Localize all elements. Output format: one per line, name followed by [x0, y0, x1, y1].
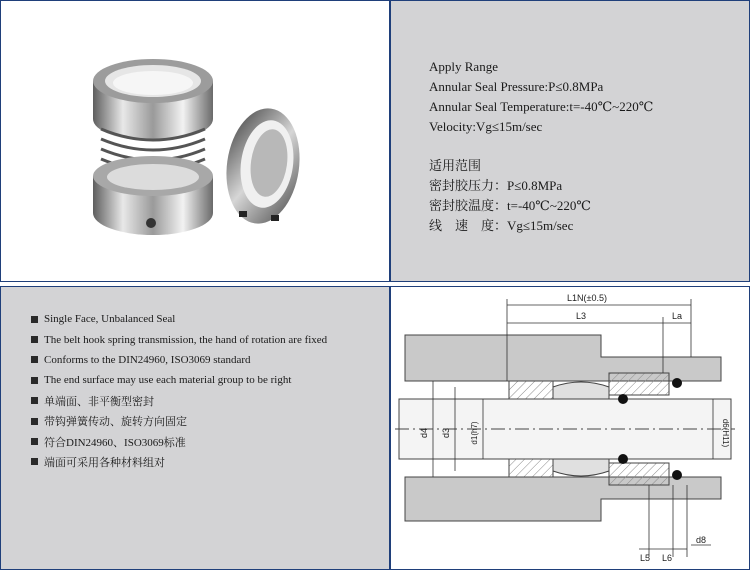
spec-velocity: Velocity:Vg≤15m/sec: [429, 119, 543, 134]
list-item: The belt hook spring transmission, the hand of rotation are fixed: [31, 329, 327, 349]
spec-zh-temperature: 密封胶温度：t=-40℃~220℃: [429, 198, 591, 213]
dim-la-label: La: [671, 311, 683, 321]
list-item: The end surface may use each material group to be right: [31, 370, 327, 390]
spec-temperature: Annular Seal Temperature:t=-40℃~220℃: [429, 99, 654, 114]
list-item: 符合DIN24960、ISO3069标准: [31, 431, 327, 451]
square-bullet-icon: [31, 356, 38, 363]
spec-english-block: [429, 57, 653, 137]
square-bullet-icon: [31, 397, 38, 404]
dim-d8-label: d8: [695, 535, 707, 545]
specification-panel: [390, 0, 750, 282]
seal-cross-section-drawing: [391, 287, 749, 569]
square-bullet-icon: [31, 316, 38, 323]
square-bullet-icon: [31, 418, 38, 425]
spec-zh-velocity: 线 速 度：Vg≤15m/sec: [429, 218, 574, 233]
mechanical-seal-photo: [1, 1, 389, 281]
square-bullet-icon: [31, 336, 38, 343]
features-panel: [0, 286, 390, 570]
dim-l6-label: L6: [661, 553, 673, 563]
spec-zh-apply-range: 适用范围: [429, 158, 482, 173]
square-bullet-icon: [31, 458, 38, 465]
square-bullet-icon: [31, 438, 38, 445]
list-item: Single Face, Unbalanced Seal: [31, 309, 327, 329]
list-item: 端面可采用各种材料组对: [31, 452, 327, 472]
list-item: Conforms to the DIN24960, ISO3069 standard: [31, 350, 327, 370]
square-bullet-icon: [31, 377, 38, 384]
spec-zh-pressure: 密封胶压力：P≤0.8MPa: [429, 178, 563, 193]
dim-l3-label: L3: [575, 311, 587, 321]
list-item: 带钩弹簧传动、旋转方向固定: [31, 411, 327, 431]
list-item: 单端面、非平衡型密封: [31, 391, 327, 411]
feature-list: [31, 309, 327, 472]
dim-d4-label: d4: [419, 427, 429, 439]
dim-l5-label: L5: [639, 553, 651, 563]
dim-l1n-label: L1N(±0.5): [567, 293, 607, 303]
spec-chinese-block: [429, 156, 591, 236]
spec-pressure: Annular Seal Pressure:P≤0.8MPa: [429, 79, 604, 94]
product-photo-panel: [0, 0, 390, 282]
spec-apply-range: Apply Range: [429, 59, 498, 74]
dim-d1-label: d1(h7): [470, 421, 479, 445]
dim-d3-label: d3: [441, 427, 451, 439]
dim-d6-label: d6(H11): [721, 418, 730, 448]
technical-drawing-panel: [390, 286, 750, 570]
